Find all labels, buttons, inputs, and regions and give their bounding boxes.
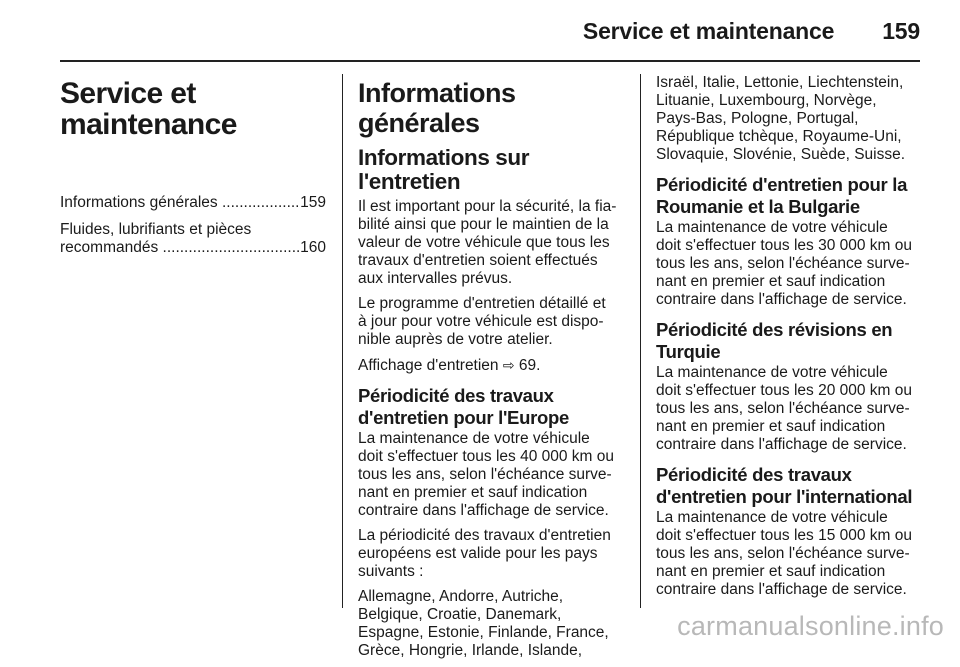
toc-entry-general-info[interactable] bbox=[60, 194, 326, 212]
subsection-heading: Informations sur l'entretien bbox=[358, 145, 530, 194]
text-line: tous les ans, selon l'échéance surve- bbox=[656, 400, 910, 417]
text-line: contraire dans l'affichage de service. bbox=[358, 502, 609, 519]
cross-reference[interactable] bbox=[358, 356, 624, 375]
column-intervals bbox=[656, 74, 922, 606]
text-line: contraire dans l'affichage de service. bbox=[656, 436, 907, 453]
chapter-title-line-1: Service et bbox=[60, 77, 196, 110]
paragraph bbox=[358, 198, 624, 288]
heading-line: Turquie bbox=[656, 341, 721, 362]
text-line: doit s'effectuer tous les 20 000 km ou bbox=[656, 382, 912, 399]
heading-line: Périodicité des révisions en bbox=[656, 319, 893, 340]
text-line: La maintenance de votre véhicule bbox=[656, 219, 888, 236]
text-line: nible auprès de votre atelier. bbox=[358, 331, 553, 348]
paragraph bbox=[358, 295, 624, 349]
heading-europe bbox=[358, 385, 624, 429]
text-line: valeur de votre véhicule que tous les bbox=[358, 234, 610, 251]
cross-reference-text: Affichage d'entretien bbox=[358, 357, 499, 374]
heading-line: d'entretien pour l'international bbox=[656, 486, 913, 507]
text-line: nant en premier et sauf indication bbox=[656, 273, 886, 290]
chapter-title-line-2: maintenance bbox=[60, 108, 237, 141]
text-line: Il est important pour la sécurité, la fia- bbox=[358, 198, 617, 215]
arrow-right-icon: ⇨ bbox=[502, 357, 515, 373]
chapter-title bbox=[60, 78, 326, 140]
text-line: travaux d'entretien soient effectués bbox=[358, 252, 598, 269]
text-line: La maintenance de votre véhicule bbox=[656, 509, 888, 526]
text-line: La maintenance de votre véhicule bbox=[358, 430, 590, 447]
text-line: tous les ans, selon l'échéance surve- bbox=[358, 466, 612, 483]
text-line: Lituanie, Luxembourg, Norvège, bbox=[656, 92, 877, 109]
text-line: doit s'effectuer tous les 15 000 km ou bbox=[656, 527, 912, 544]
text-line: contraire dans l'affichage de service. bbox=[656, 291, 907, 308]
text-line: Le programme d'entretien détaillé et bbox=[358, 295, 606, 312]
toc-entry-label: Informations générales ..... bbox=[60, 194, 300, 212]
text-line: doit s'effectuer tous les 30 000 km ou bbox=[656, 237, 912, 254]
text-line: suivants : bbox=[358, 563, 424, 580]
paragraph-countries bbox=[358, 588, 624, 660]
section-heading: Informations générales bbox=[358, 78, 516, 138]
toc-entry-label: Fluides, lubrifiants et pièces bbox=[60, 221, 252, 238]
heading-turquie bbox=[656, 319, 922, 363]
paragraph bbox=[656, 364, 922, 454]
page-number: 159 bbox=[882, 18, 920, 44]
paragraph bbox=[358, 430, 624, 520]
text-line: tous les ans, selon l'échéance surve- bbox=[656, 255, 910, 272]
text-line: tous les ans, selon l'échéance surve- bbox=[656, 545, 910, 562]
toc-entry-label-cont: recommandés ..... bbox=[60, 239, 300, 257]
toc-entry-page: 159 bbox=[300, 194, 326, 211]
heading-international bbox=[656, 464, 922, 508]
text-line: à jour pour votre véhicule est dispo- bbox=[358, 313, 604, 330]
watermark: carmanualsonline.info bbox=[677, 611, 944, 641]
text-line: doit s'effectuer tous les 40 000 km ou bbox=[358, 448, 614, 465]
text-line: contraire dans l'affichage de service. bbox=[656, 581, 907, 598]
heading-line: Périodicité des travaux bbox=[656, 464, 852, 485]
column-general-info bbox=[358, 74, 624, 667]
paragraph bbox=[358, 527, 624, 581]
text-line: La maintenance de votre véhicule bbox=[656, 364, 888, 381]
column-chapter bbox=[60, 74, 326, 266]
paragraph bbox=[656, 509, 922, 599]
heading-line: Périodicité des travaux bbox=[358, 385, 554, 406]
heading-roumanie bbox=[656, 174, 922, 218]
column-divider-2 bbox=[640, 74, 641, 608]
toc-entry-fluids[interactable] bbox=[60, 221, 326, 257]
cross-reference-page[interactable]: 69. bbox=[518, 357, 541, 374]
text-line: Grèce, Hongrie, Irlande, Islande, bbox=[358, 642, 583, 659]
text-line: nant en premier et sauf indication bbox=[656, 418, 886, 435]
page-header bbox=[583, 18, 920, 45]
heading-line: Périodicité d'entretien pour la bbox=[656, 174, 908, 195]
text-line: aux intervalles prévus. bbox=[358, 270, 513, 287]
paragraph bbox=[656, 219, 922, 309]
text-line: Slovaquie, Slovénie, Suède, Suisse. bbox=[656, 146, 906, 163]
text-line: La périodicité des travaux d'entretien bbox=[358, 527, 611, 544]
text-line: Israël, Italie, Lettonie, Liechtenstein, bbox=[656, 74, 904, 91]
text-line: bilité ainsi que pour le maintien de la bbox=[358, 216, 609, 233]
text-line: nant en premier et sauf indication bbox=[358, 484, 588, 501]
text-line: Espagne, Estonie, Finlande, France, bbox=[358, 624, 609, 641]
text-line: Pays-Bas, Pologne, Portugal, bbox=[656, 110, 859, 127]
running-title: Service et maintenance bbox=[582, 18, 835, 44]
column-divider-1 bbox=[342, 74, 343, 608]
toc-entry-page: 160 bbox=[300, 239, 326, 256]
text-line: Belgique, Croatie, Danemark, bbox=[358, 606, 562, 623]
heading-line: Roumanie et la Bulgarie bbox=[656, 196, 860, 217]
paragraph-countries-cont bbox=[656, 74, 922, 164]
header-rule bbox=[60, 60, 920, 62]
heading-line: d'entretien pour l'Europe bbox=[358, 407, 569, 428]
text-line: nant en premier et sauf indication bbox=[656, 563, 886, 580]
text-line: République tchèque, Royaume-Uni, bbox=[656, 128, 902, 145]
text-line: européens est valide pour les pays bbox=[358, 545, 598, 562]
text-line: Allemagne, Andorre, Autriche, bbox=[358, 588, 564, 605]
